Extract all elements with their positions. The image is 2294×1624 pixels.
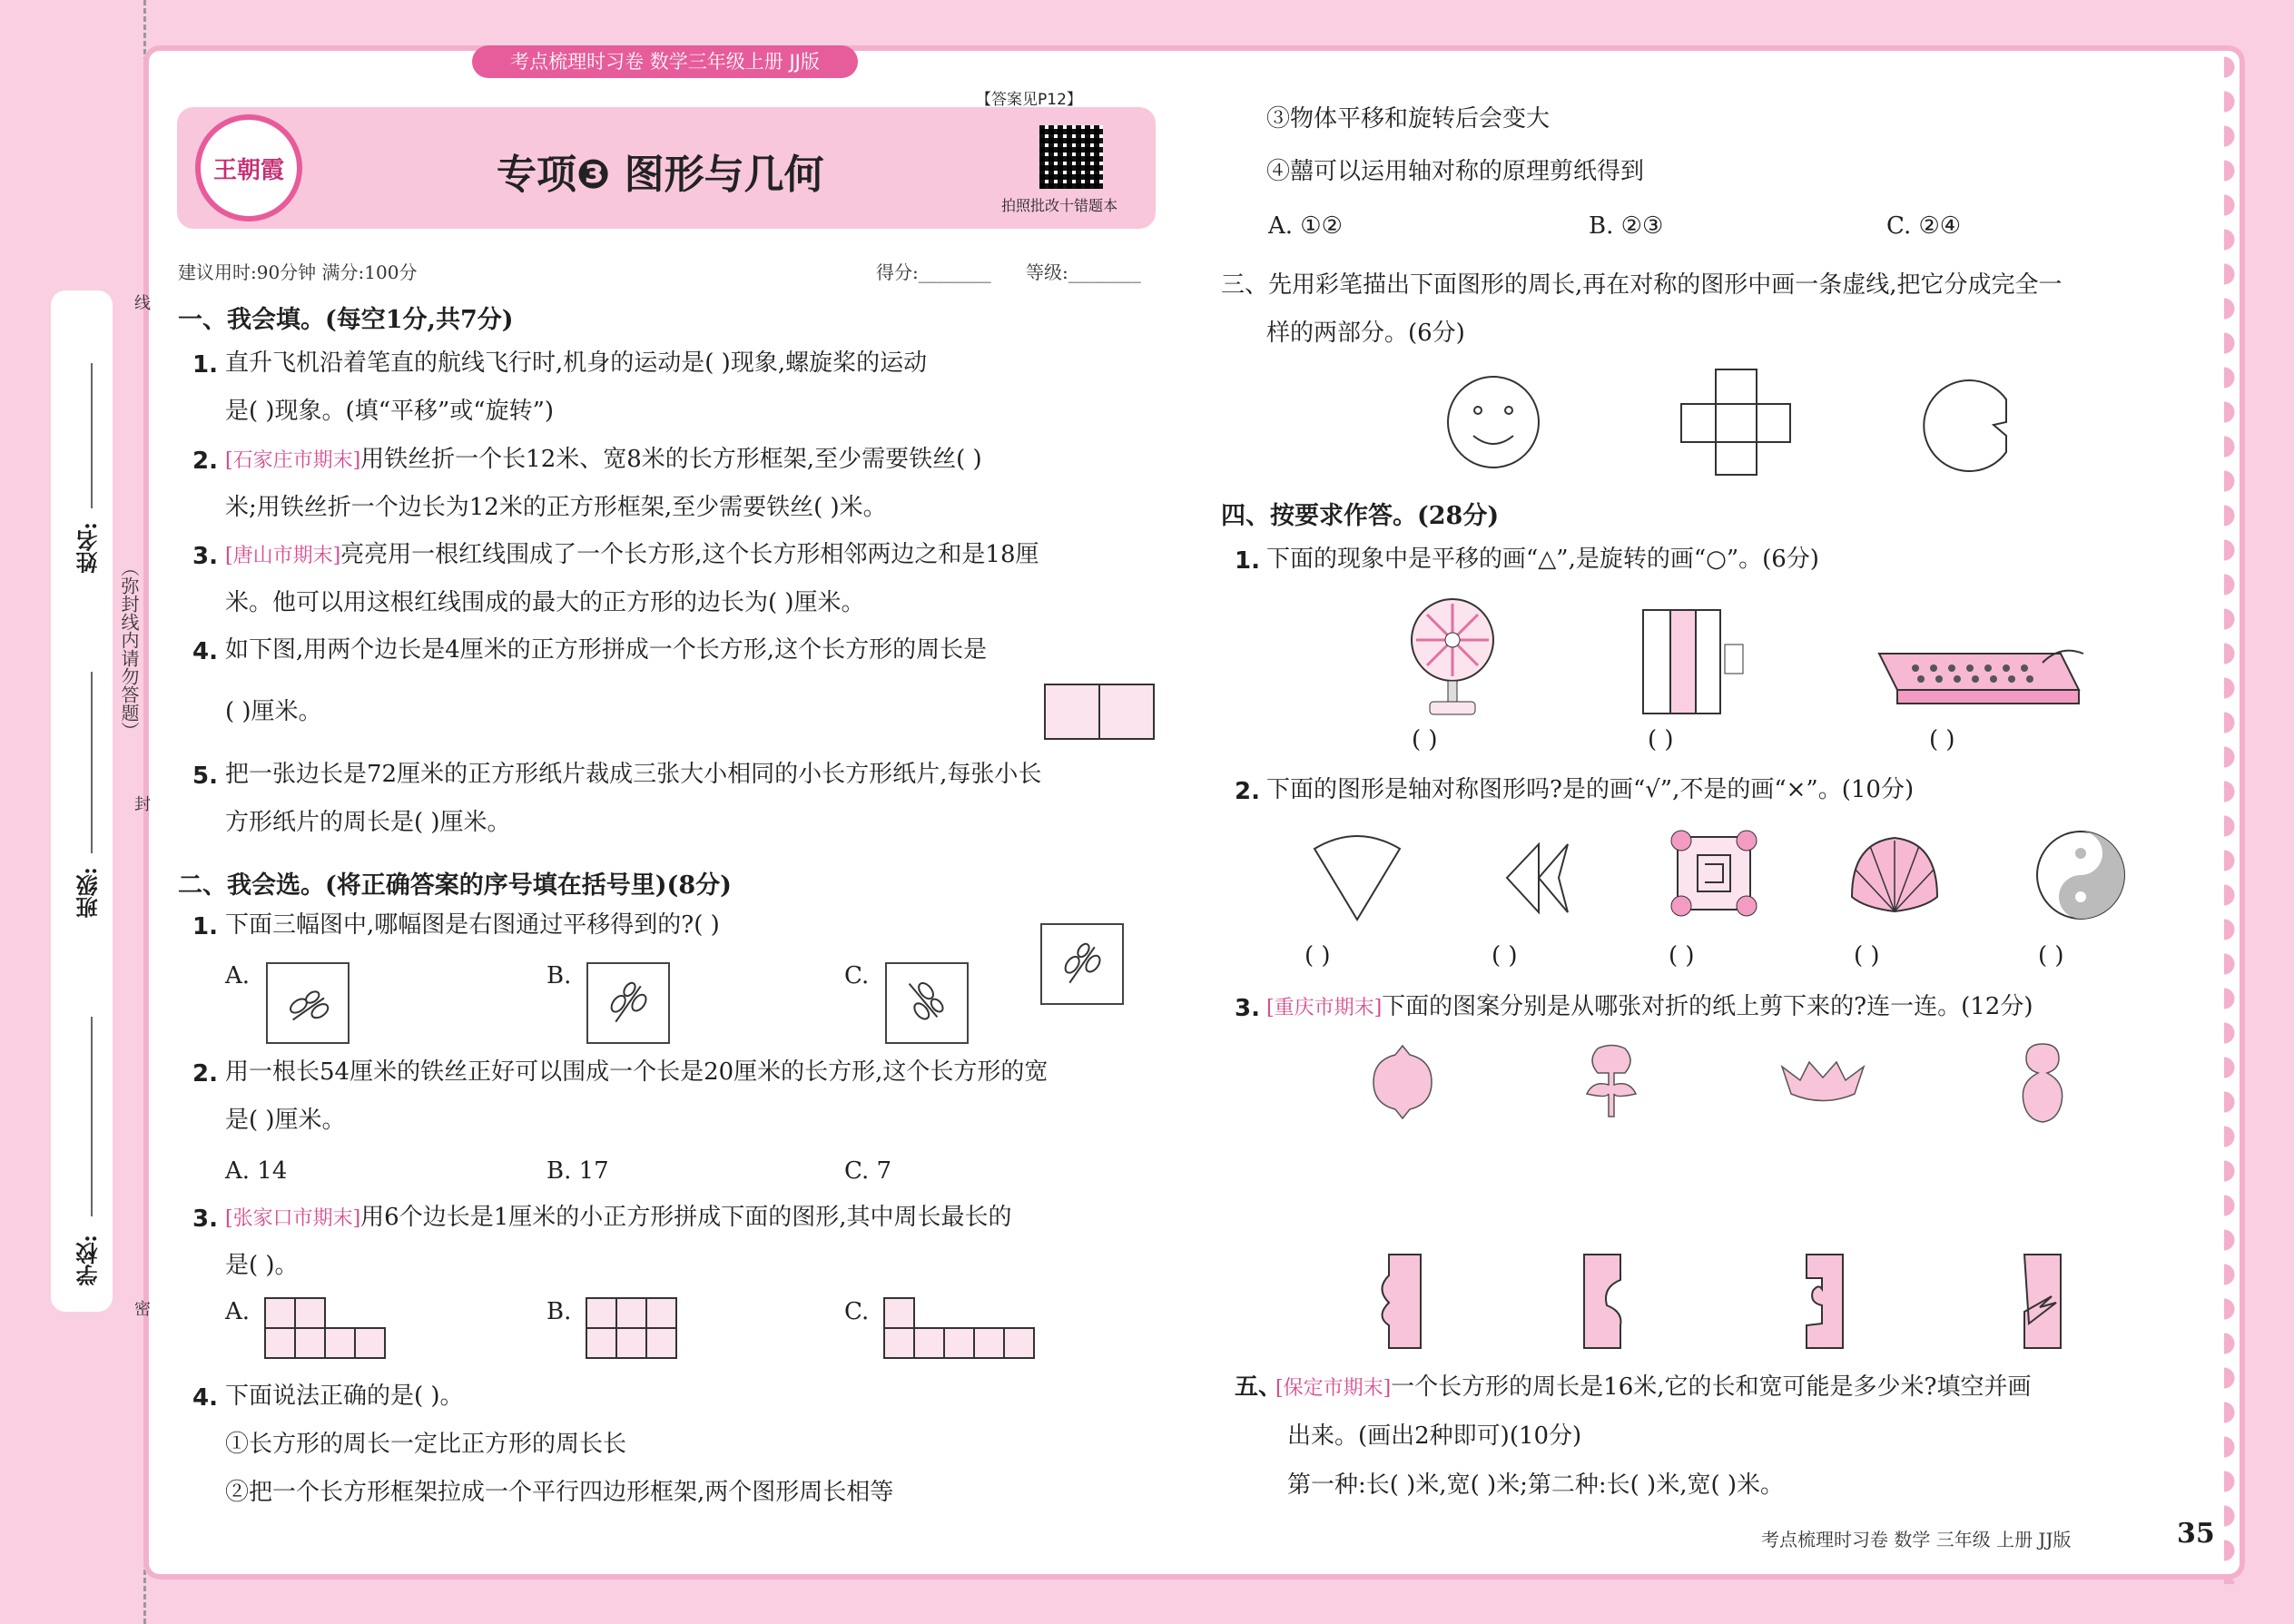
option-label-b: B.: [546, 962, 572, 989]
folded-paper-3[interactable]: [1802, 1253, 1847, 1353]
page-number: 35: [2177, 1518, 2215, 1550]
section-5-label: 五、: [1235, 1373, 1283, 1401]
name-field[interactable]: [91, 363, 93, 508]
answer-blank[interactable]: ( ): [1412, 726, 1438, 753]
s1-q2-line1: [225, 436, 982, 485]
s2-q2-option-a[interactable]: A. 14: [225, 1157, 288, 1185]
region-tag: [唐山市期末]: [225, 545, 341, 567]
cutout-lantern-figure: [1366, 1044, 1439, 1121]
class-field[interactable]: [91, 672, 93, 853]
seal-note: （弥封线内请勿答题）: [118, 558, 140, 740]
q-number: 5.: [192, 763, 218, 790]
logo-text: 王朝霞: [212, 156, 284, 184]
section-3-title-line1: 三、先用彩笔描出下面图形的周长,再在对称的图形中画一条虚线,把它分成完全一: [1221, 271, 2063, 299]
line-mark: 线: [134, 294, 151, 313]
section-1-title: 一、我会填。(每空1分,共7分): [178, 306, 514, 334]
cutout-gourd-figure: [2018, 1042, 2068, 1124]
s2-q3-text: 用6个边长是1厘米的小正方形拼成下面的图形,其中周长最长的: [360, 1204, 1012, 1231]
fan-shape-figure: [1307, 831, 1407, 921]
answer-blank[interactable]: ( ): [1854, 942, 1880, 969]
s1-q2-text: 用铁丝折一个长12米、宽8米的长方形框架,至少需要铁丝( ): [360, 446, 982, 473]
q-number: 2.: [192, 448, 218, 475]
option-b-figure[interactable]: [586, 962, 670, 1044]
name-label: 姓名:: [75, 522, 102, 574]
option-b-grid[interactable]: [585, 1296, 684, 1363]
s4-q3-body: 下面的图案分别是从哪张对折的纸上剪下来的?连一连。(12分): [1382, 993, 2033, 1020]
s2-q2-line1: 用一根长54厘米的铁丝正好可以围成一个长是20厘米的长方形,这个长方形的宽: [225, 1058, 1049, 1086]
school-label: 学校:: [75, 1235, 102, 1286]
section-5-text: 一个长方形的周长是16米,它的长和宽可能是多少米?填空并画: [1391, 1373, 2032, 1401]
square-figure-left: [1044, 684, 1100, 740]
s1-q3-line1: [225, 531, 1039, 580]
q-number: 3.: [192, 543, 218, 570]
s1-q5-line1: 把一张边长是72厘米的正方形纸片裁成三张大小相同的小长方形纸片,每张小长: [225, 761, 1042, 788]
region-tag: [石家庄市期末]: [225, 449, 361, 472]
s1-q4-line2: ( )厘米。: [225, 698, 322, 725]
sliding-door-icon: [1641, 608, 1746, 717]
reference-figure: [1040, 923, 1124, 1005]
s4-q3-text: [1266, 982, 2033, 1033]
title-header: [177, 107, 1156, 229]
publisher-logo: [195, 114, 302, 221]
option-label-a: A.: [225, 962, 251, 989]
answer-blank[interactable]: ( ): [1492, 942, 1518, 969]
option-c-figure[interactable]: [885, 962, 969, 1044]
student-info-sidebar: [51, 290, 113, 1312]
cutout-crown-figure: [1777, 1058, 1868, 1107]
s2-q2-line2: 是( )厘米。: [225, 1107, 346, 1134]
folded-paper-1[interactable]: [1371, 1253, 1425, 1353]
s1-q2-line2: 米;用铁丝折一个边长为12米的正方形框架,至少需要铁丝( )米。: [225, 494, 887, 521]
answer-blank[interactable]: ( ): [1305, 942, 1331, 969]
s2-q3-line1: [225, 1194, 1012, 1243]
leaf-icon: [588, 964, 668, 1042]
option-a-figure[interactable]: [266, 962, 350, 1044]
double-arrow-figure: [1502, 840, 1575, 917]
option-label-c: C.: [844, 1298, 870, 1325]
region-tag: [保定市期末]: [1275, 1377, 1392, 1400]
s4-q1-text: 下面的现象中是平移的画“△”,是旋转的画“○”。(6分): [1266, 546, 1819, 573]
s2-q4-statement-1: ①长方形的周长一定比正方形的周长长: [225, 1431, 627, 1458]
option-label-b: B.: [546, 1298, 572, 1325]
series-banner: 考点梳理时习卷 数学三年级上册 JJ版: [472, 45, 858, 78]
s2-q3-line2: 是( )。: [225, 1252, 299, 1279]
s1-q1-line2: 是( )现象。(填“平移”或“旋转”): [225, 398, 555, 425]
q-number: 2.: [192, 1060, 218, 1088]
section-2-title: 二、我会选。(将正确答案的序号填在括号里)(8分): [178, 871, 732, 900]
s1-q4-line1: 如下图,用两个边长是4厘米的正方形拼成一个长方形,这个长方形的周长是: [225, 636, 988, 664]
q-number: 2.: [1235, 778, 1260, 805]
s2-q4-statement-3: ③物体平移和旋转后会变大: [1266, 105, 1551, 133]
yin-yang-figure: [2033, 828, 2129, 923]
cutout-flower-figure: [1580, 1044, 1643, 1121]
school-field[interactable]: [91, 1017, 93, 1216]
section-5-line1: [1275, 1363, 2031, 1413]
grade-field[interactable]: 等级:________: [1026, 261, 1141, 283]
qr-label: 拍照批改十错题本: [1001, 197, 1118, 214]
option-c-grid[interactable]: [882, 1296, 1042, 1363]
answer-blank[interactable]: ( ): [2038, 942, 2064, 969]
circle-notch-figure[interactable]: [1915, 372, 2015, 472]
score-field[interactable]: 得分:________: [876, 261, 991, 283]
answer-blank[interactable]: ( ): [1648, 726, 1674, 753]
answer-reference: 【答案见P12】: [976, 91, 1082, 109]
s2-q4-option-b[interactable]: B. ②③: [1589, 212, 1664, 240]
q-number: 3.: [192, 1206, 218, 1233]
folded-paper-4[interactable]: [2020, 1253, 2065, 1353]
section-3-title-line2: 样的两部分。(6分): [1266, 320, 1465, 347]
region-tag: [张家口市期末]: [225, 1207, 361, 1230]
time-score-info: 建议用时:90分钟 满分:100分: [178, 261, 418, 283]
section-5-line2: 出来。(画出2种即可)(10分): [1287, 1422, 1582, 1450]
leaf-icon: [268, 964, 348, 1042]
smiley-face-figure[interactable]: [1443, 372, 1543, 472]
option-label-a: A.: [225, 1298, 251, 1325]
section-5-line3: 第一种:长( )米,宽( )米;第二种:长( )米,宽( )米。: [1287, 1471, 1785, 1499]
s4-q2-text: 下面的图形是轴对称图形吗?是的画“√”,不是的画“×”。(10分): [1266, 776, 1915, 803]
s2-q4-text: 下面说法正确的是( )。: [225, 1383, 464, 1410]
leaf-icon: [887, 964, 967, 1042]
qr-code-icon[interactable]: [1039, 125, 1103, 189]
abacus-icon: [1861, 626, 2088, 717]
s2-q4-option-c[interactable]: C. ②④: [1886, 212, 1962, 240]
q-number: 3.: [1235, 995, 1260, 1022]
q-number: 1.: [192, 351, 218, 379]
q-number: 1.: [192, 913, 218, 940]
q-number: 4.: [192, 1384, 218, 1412]
square-figure-right: [1098, 684, 1155, 740]
s1-q3-text: 亮亮用一根红线围成了一个长方形,这个长方形相邻两边之和是18厘: [340, 541, 1039, 568]
square-circles-figure: [1669, 828, 1759, 919]
answer-blank[interactable]: ( ): [1669, 942, 1695, 969]
q-number: 4.: [192, 638, 218, 665]
cross-shape-figure[interactable]: [1679, 368, 1793, 477]
leaf-icon: [1042, 925, 1122, 1003]
electric-fan-icon: [1403, 595, 1502, 722]
seal2-mark: 密: [134, 1300, 151, 1319]
class-label: 班级:: [75, 867, 102, 919]
s2-q4-option-a[interactable]: A. ①②: [1268, 212, 1343, 240]
s1-q1-line1: 直升飞机沿着笔直的航线飞行时,机身的运动是( )现象,螺旋桨的运动: [225, 349, 928, 377]
s2-q1-text: 下面三幅图中,哪幅图是右图通过平移得到的?( ): [225, 911, 720, 939]
page-footer: 考点梳理时习卷 数学 三年级 上册 JJ版: [1761, 1529, 2072, 1550]
s1-q5-line2: 方形纸片的周长是( )厘米。: [225, 809, 511, 836]
s2-q2-option-b[interactable]: B. 17: [546, 1157, 609, 1185]
decorative-border: [2224, 50, 2250, 1584]
folded-paper-2[interactable]: [1580, 1253, 1639, 1353]
s1-q3-line2: 米。他可以用这根红线围成的最大的正方形的边长为( )厘米。: [225, 589, 865, 616]
option-a-grid[interactable]: [263, 1296, 390, 1363]
s2-q4-statement-4: ④囍可以运用轴对称的原理剪纸得到: [1266, 158, 1645, 185]
s2-q4-statement-2: ②把一个长方形框架拉成一个平行四边形框架,两个图形周长相等: [225, 1479, 894, 1506]
region-tag: [重庆市期末]: [1266, 997, 1383, 1019]
option-label-c: C.: [844, 962, 870, 989]
page-title: 专项❸ 图形与几何: [497, 152, 824, 198]
s2-q2-option-c[interactable]: C. 7: [844, 1157, 892, 1185]
q-number: 1.: [1235, 547, 1260, 575]
section-4-title: 四、按要求作答。(28分): [1221, 502, 1500, 530]
answer-blank[interactable]: ( ): [1929, 726, 1955, 753]
shell-figure: [1843, 833, 1947, 920]
seal-mark: 封: [134, 795, 151, 814]
